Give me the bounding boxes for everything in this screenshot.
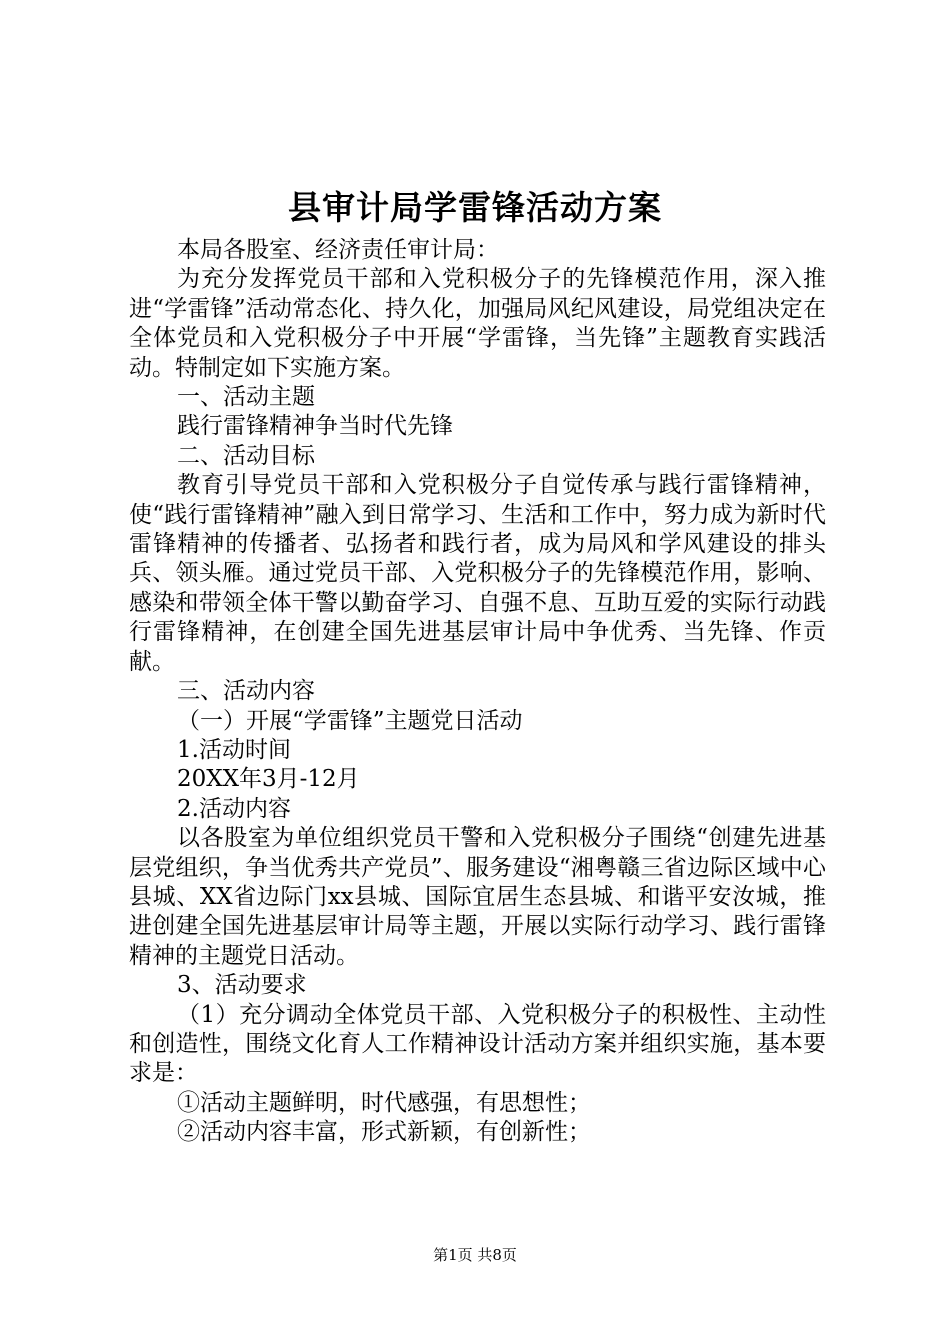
document-body [129, 236, 826, 1148]
paragraph: 为充分发挥党员干部和入党积极分子的先锋模范作用，深入推进“学雷锋”活动常态化、持久化，加强局风纪风建设，局党组决定在全体党员和入党积极分子中开展“学雷锋，当先锋”主题教育实践活动。特制定如下实施方案。 [129, 266, 826, 381]
section-heading: 三、活动内容 [177, 678, 315, 705]
item-heading: 3、活动要求 [177, 972, 307, 999]
list-item: ②活动内容丰富，形式新颖，有创新性； [177, 1119, 591, 1146]
paragraph: 20XX年3月-12月 [177, 766, 360, 793]
item-heading: 1.活动时间 [177, 736, 291, 763]
page-footer: 第1页 共8页 [433, 1246, 517, 1264]
paragraph: 践行雷锋精神争当时代先锋 [177, 413, 453, 440]
paragraph: （1）充分调动全体党员干部、入党积极分子的积极性、主动性和创造性，围绕文化育人工作精神设计活动方案并组织实施，基本要求是： [129, 1001, 826, 1087]
subsection-heading: （一）开展“学雷锋”主题党日活动 [177, 707, 523, 734]
document-title: 县审计局学雷锋活动方案 [288, 188, 662, 227]
list-item: ①活动主题鲜明，时代感强，有思想性； [177, 1089, 591, 1116]
item-heading: 2.活动内容 [177, 795, 291, 822]
section-heading: 一、活动主题 [177, 384, 315, 411]
salutation: 本局各股室、经济责任审计局： [177, 237, 499, 263]
paragraph: 教育引导党员干部和入党积极分子自觉传承与践行雷锋精神，使“践行雷锋精神”融入到日常学习、生活和工作中，努力成为新时代雷锋精神的传播者、弘扬者和践行者，成为局风和学风建设的排头兵、领头雁。通过党员干部、入党积极分子的先锋模范作用，影响、感染和带领全体干警以勤奋学习、自强不息、互助互爱的实际行动践行雷锋精神，在创建全国先进基层审计局中争优秀、当先锋、作贡献。 [129, 472, 826, 675]
paragraph: 以各股室为单位组织党员干警和入党积极分子围绕“创建先进基层党组织，争当优秀共产党员”、服务建设“湘粤赣三省边际区域中心县城、XX省边际门xx县城、国际宜居生态县城、和谐平安汝城，推进创建全国先进基层审计局等主题，开展以实际行动学习、践行雷锋精神的主题党日活动。 [129, 825, 826, 969]
section-heading: 二、活动目标 [177, 442, 315, 469]
